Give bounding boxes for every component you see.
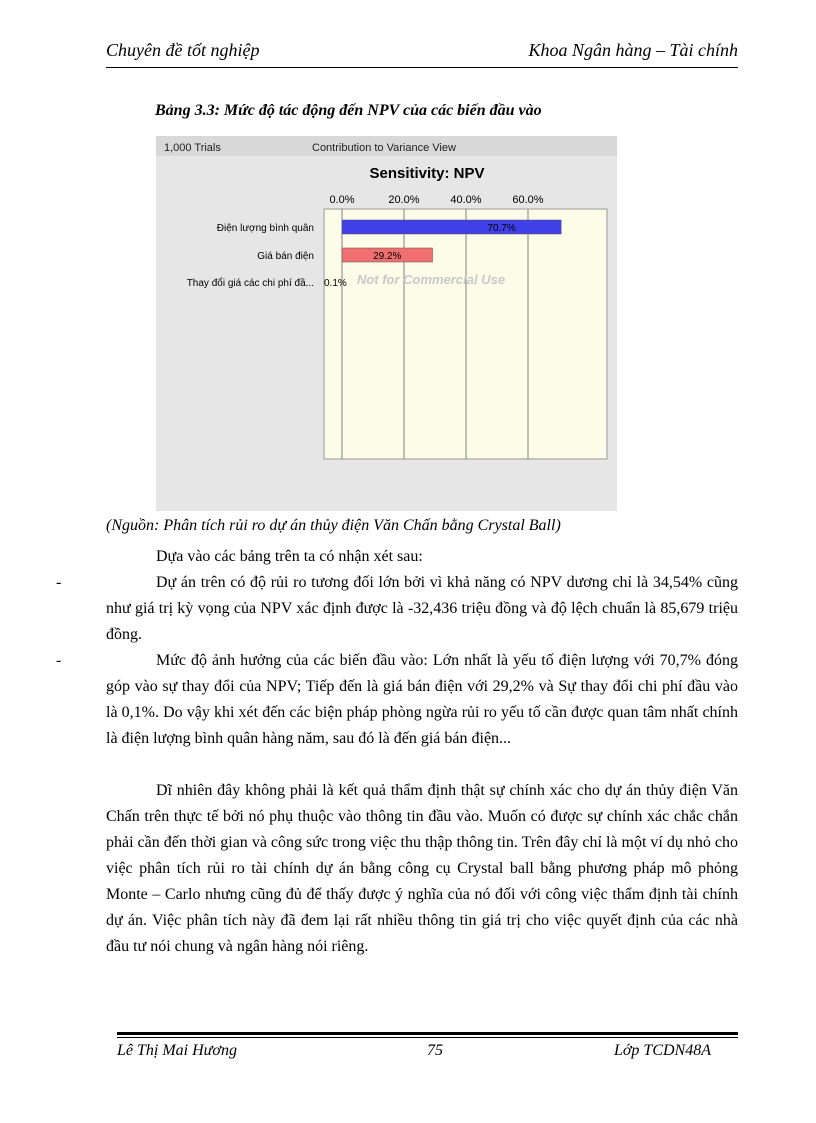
category-label: Giá bán điện <box>257 251 314 262</box>
bar <box>342 220 561 234</box>
sensitivity-chart <box>156 136 617 511</box>
chart-title: Sensitivity: NPV <box>369 165 485 182</box>
paragraph-intro: Dựa vào các bảng trên ta có nhận xét sau: <box>156 548 423 565</box>
footer-rule-thick <box>117 1032 738 1035</box>
paragraph-conclusion: Dĩ nhiên đây không phải là kết quả thẩm định thật sự chính xác cho dự án thủy điện Văn Chấn trên thực tế bởi nó phụ thuộc vào thông tin đầu vào. Muốn có được sự chính xác chắc chắn phải cần đến thời gian và công sức trong việc thu thập thông tin. Trên đây chỉ là một ví dụ nhỏ cho việc phân tích rủi ro tài chính dự án bằng công cụ Crystal ball bằng phương pháp mô phỏng Monte – Carlo nhưng cũng đủ để thấy được ý nghĩa của nó đối với công việc thẩm định tài chính dự án. Việc phân tích này đã đem lại rất nhiều thông tin giá trị cho việc quyết định của các nhà đầu tư nói chung và ngân hàng nói riêng. <box>106 782 738 955</box>
x-tick-label: 0.0% <box>329 194 355 206</box>
table-title: Bảng 3.3: Mức độ tác động đến NPV của các biến đầu vào <box>155 102 542 119</box>
header-rule <box>106 67 738 68</box>
category-label: Điện lượng bình quân <box>216 223 314 234</box>
bullet-text-2: Mức độ ảnh hưởng của các biến đầu vào: Lớn nhất là yếu tố điện lượng với 70,7% đóng góp vào sự thay đổi của NPV; Tiếp đến là giá bán điện với 29,2% và Sự thay đổi chi phí đầu vào là 0,1%. Do vậy khi xét đến các biện pháp phòng ngừa rủi ro yếu tố cần được quan tâm nhất chính là điện lượng bình quân hàng năm, sau đó là đến giá bán điện... <box>106 652 738 747</box>
bar-value-label: 29.2% <box>373 251 402 262</box>
view-label: Contribution to Variance View <box>312 142 456 154</box>
bullet-paragraph-2 <box>56 648 738 752</box>
x-tick-label: 40.0% <box>450 194 482 206</box>
footer-author: Lê Thị Mai Hương <box>117 1042 237 1059</box>
page-footer <box>117 1042 711 1064</box>
footer-rule-thin <box>117 1037 738 1038</box>
page-number: 75 <box>427 1042 443 1059</box>
category-label: Thay đổi giá các chi phí đầ... <box>186 278 314 289</box>
x-tick-label: 20.0% <box>388 194 420 206</box>
bullet-paragraph-1 <box>56 570 738 648</box>
bullet-mark: - <box>56 652 62 669</box>
watermark: Not for Commercial Use <box>356 272 506 287</box>
page-header <box>106 40 738 64</box>
figure-source: (Nguồn: Phân tích rủi ro dự án thủy điện Văn Chấn bằng Crystal Ball) <box>106 517 561 534</box>
header-right: Khoa Ngân hàng – Tài chính <box>528 40 738 60</box>
bar-value-label: 0.1% <box>324 278 347 289</box>
x-tick-label: 60.0% <box>512 194 544 206</box>
bullet-text-1: Dự án trên có độ rủi ro tương đối lớn bởi vì khả năng có NPV dương chỉ là 34,54% cũng như giá trị kỳ vọng của NPV xác định được là -32,436 triệu đồng và độ lệch chuẩn là 85,679 triệu đồng. <box>106 574 738 643</box>
header-left: Chuyên đề tốt nghiệp <box>106 40 260 60</box>
trials-label: 1,000 Trials <box>164 142 221 154</box>
footer-class: Lớp TCDN48A <box>613 1042 711 1059</box>
bullet-mark: - <box>56 574 62 591</box>
chart-svg <box>156 136 617 511</box>
bar-value-label: 70.7% <box>487 223 516 234</box>
